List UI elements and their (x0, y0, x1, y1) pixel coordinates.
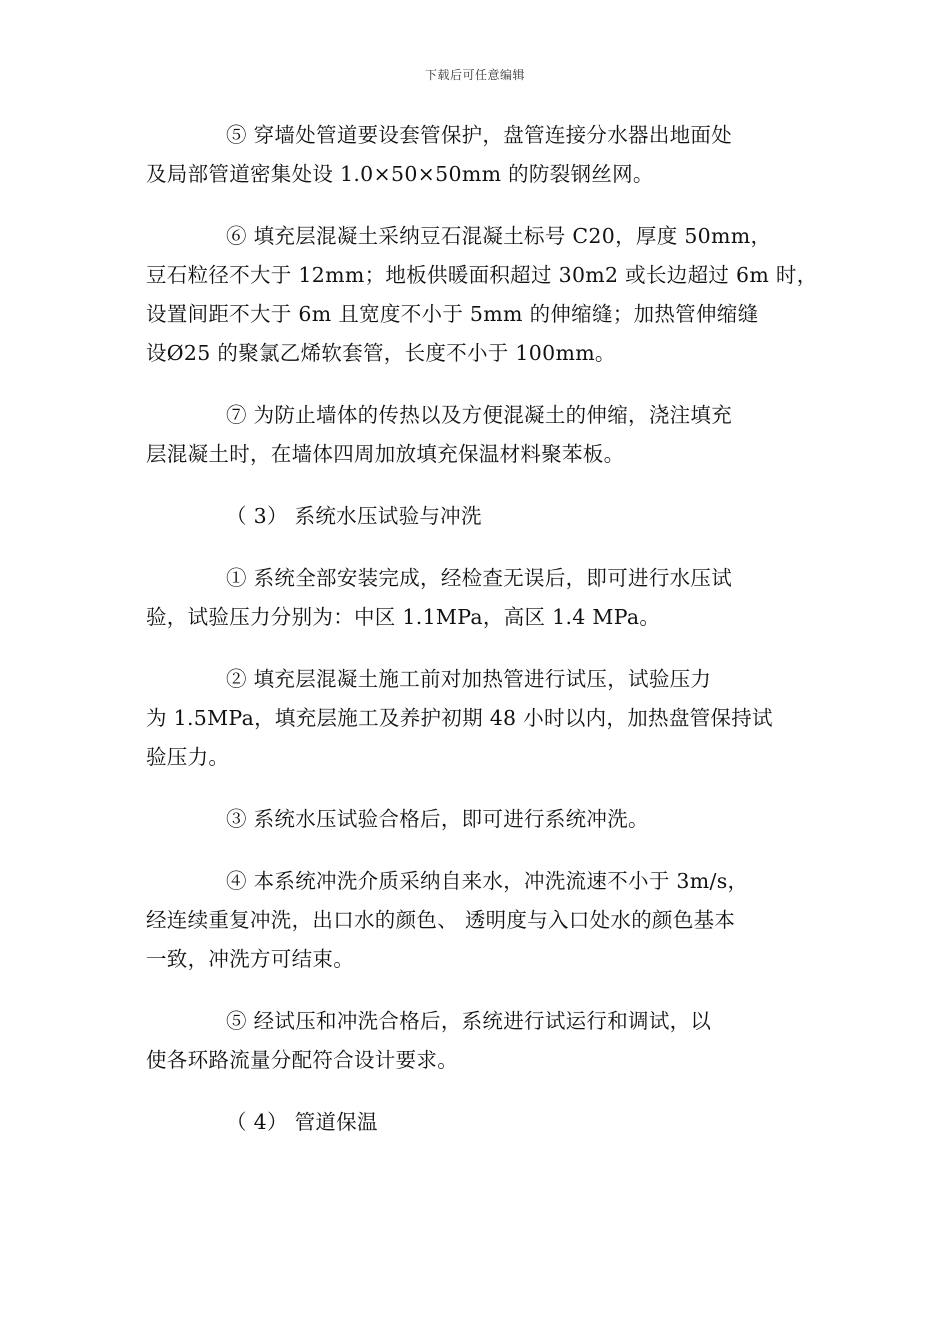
text-line: ⑦ 为防止墙体的传热以及方便混凝土的伸缩，浇注填充 (226, 403, 733, 427)
text-line: 设置间距不大于 6m 且宽度不小于 5mm 的伸缩缝；加热管伸缩缝 (146, 302, 759, 326)
text-line: 一致，冲洗方可结束。 (146, 947, 354, 971)
text-line: 验压力。 (146, 745, 230, 769)
text-line: 为 1.5MPa，填充层施工及养护初期 48 小时以内，加热盘管保持试 (146, 706, 773, 730)
text-line: 豆石粒径不大于 12mm；地板供暖面积超过 30m2 或长边超过 6m 时， (146, 263, 818, 287)
paragraph-6-filling-layer (146, 217, 818, 373)
paragraph-2-heating-pipe-test (146, 660, 811, 777)
paragraph-3-flushing (146, 800, 811, 839)
paragraph-5-sleeve-protection (146, 116, 811, 194)
text-line: 层混凝土时，在墙体四周加放填充保温材料聚苯板。 (146, 442, 625, 466)
text-line: 设Ø25 的聚氯乙烯软套管，长度不小于 100mm。 (146, 341, 616, 365)
section-heading-4 (146, 1103, 811, 1142)
paragraph-7-heat-insulation (146, 396, 811, 474)
section-title: （ 4） 管道保温 (226, 1110, 378, 1134)
text-line: 经连续重复冲洗，出口水的颜色、 透明度与入口处水的颜色基本 (146, 908, 736, 932)
text-line: ② 填充层混凝土施工前对加热管进行试压，试验压力 (226, 667, 712, 691)
section-heading-3 (146, 497, 811, 536)
text-line: 使各环路流量分配符合设计要求。 (146, 1048, 458, 1072)
text-line: ⑥ 填充层混凝土采纳豆石混凝土标号 C20，厚度 50mm， (226, 224, 772, 248)
paragraph-5-commissioning (146, 1002, 811, 1080)
page-header: 下载后可任意编辑 (424, 68, 525, 82)
text-line: 及局部管道密集处设 1.0×50×50mm 的防裂钢丝网。 (146, 162, 654, 186)
paragraph-4-flushing-medium (146, 862, 811, 979)
document-body (146, 116, 818, 1165)
section-title: （ 3） 系统水压试验与冲洗 (226, 504, 482, 528)
text-line: ③ 系统水压试验合格后，即可进行系统冲洗。 (226, 807, 649, 831)
text-line: ⑤ 经试压和冲洗合格后，系统进行试运行和调试，以 (226, 1009, 712, 1033)
paragraph-1-pressure-test (146, 559, 811, 637)
text-line: ④ 本系统冲洗介质采纳自来水，冲洗流速不小于 3m/s， (226, 869, 749, 893)
text-line: 验，试验压力分别为：中区 1.1MPa，高区 1.4 MPa。 (146, 605, 661, 629)
text-line: ① 系统全部安装完成，经检查无误后，即可进行水压试 (226, 566, 733, 590)
text-line: ⑤ 穿墙处管道要设套管保护，盘管连接分水器出地面处 (226, 123, 733, 147)
